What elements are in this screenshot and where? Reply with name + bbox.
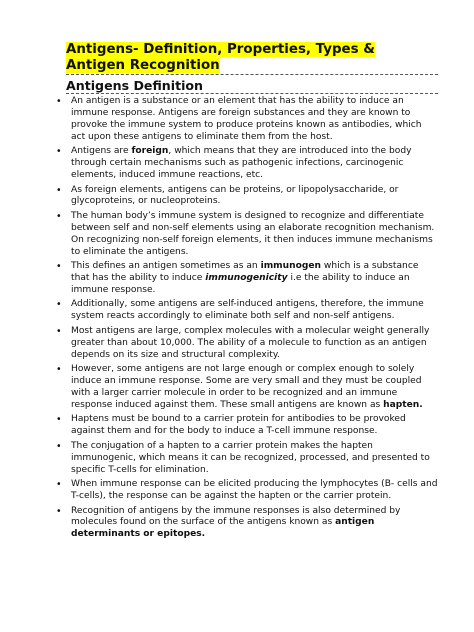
bullet-text: The human body’s immune system is designed to recognize and differentiate between self and non-self elements using an elaborate recognition mechanism. On recognizing non-self foreign elements, it then induces immune mechanisms to eliminate the antigens. [71, 210, 435, 257]
bullet-dot-icon: • [56, 261, 62, 273]
document-page [56, 42, 438, 544]
bullet-dot-icon: • [56, 414, 62, 426]
bullet-item [56, 364, 438, 412]
bullet-text: Haptens must be bound to a carrier protein for antibodies to be provoked against them and for the body to induce a T-cell immune response. [71, 414, 406, 437]
bullet-item [56, 299, 438, 323]
bullet-dot-icon: • [56, 146, 62, 158]
title-dashed-rule [66, 74, 438, 75]
bullet-text: Most antigens are large, complex molecules with a molecular weight generally greater than about 10,000. The ability of a molecule to function as an antigen depends on its size and structural complexity. [71, 325, 430, 360]
bullet-text: , which means that they are introduced into the body through certain mechanisms such as pathogenic infections, carcinogenic elements, induced immune reactions, etc. [71, 146, 412, 181]
bold-term: immunogen [260, 261, 322, 272]
bullet-dot-icon: • [56, 184, 62, 196]
bold-term: antigen determinants or epitopes. [71, 517, 375, 540]
bullet-dot-icon: • [56, 210, 62, 222]
bullet-item [56, 146, 438, 182]
bullet-dot-icon: • [56, 325, 62, 337]
bullet-dot-icon: • [56, 479, 62, 491]
bullet-list [56, 96, 438, 541]
bullet-dot-icon: • [56, 440, 62, 452]
bullet-dot-icon: • [56, 96, 62, 107]
bullet-item [56, 441, 438, 477]
bullet-text: Recognition of antigens by the immune responses is also determined by molecules found on the surface of the antigens known as [71, 505, 401, 528]
bullet-text: This defines an antigen sometimes as an [71, 261, 261, 272]
bullet-text: Additionally, some antigens are self-induced antigens, therefore, the immune system reacts accordingly to eliminate both self and non-self antigens. [71, 299, 424, 322]
bullet-text: which is a substance that has the ability to induce [71, 261, 419, 284]
bold-italic-term: immunogenicity [205, 273, 288, 284]
title-highlight: Antigens- Definition, Properties, Types & Antigen Recognition [66, 42, 375, 73]
bold-term: foreign [131, 146, 169, 157]
section-dashed-rule [66, 93, 438, 94]
bullet-text: When immune response can be elicited producing the lymphocytes (B- cells and T-cells), the response can be against the hapten or the carrier protein. [71, 479, 438, 502]
bullet-item [56, 185, 438, 209]
bullet-item [56, 96, 438, 144]
bullet-dot-icon: • [56, 505, 62, 517]
bullet-item [56, 326, 438, 362]
bullet-item [56, 479, 438, 503]
document-title [66, 42, 438, 74]
bullet-item [56, 414, 438, 438]
section-heading: Antigens Definition [66, 78, 204, 93]
bullet-dot-icon: • [56, 299, 62, 311]
bullet-dot-icon: • [56, 364, 62, 376]
bullet-text: An antigen is a substance or an element that has the ability to induce an immune response. Antigens are foreign substances and they are known to provoke the immune system to produce proteins known as antibodies, which act upon these antigens to eliminate them from the host. [71, 96, 422, 142]
bullet-text: The conjugation of a hapten to a carrier protein makes the hapten immunogenic, which means it can be recognized, processed, and presented to specific T-cells for elimination. [71, 440, 430, 475]
bullet-item [56, 261, 438, 297]
bold-term: hapten. [383, 399, 423, 410]
bullet-item [56, 506, 438, 542]
bullet-text: However, some antigens are not large enough or complex enough to solely induce an immune response. Some are very small and they must be coupled with a larger carrier molecule in order to be recognized and an immune response induced against them. These small antigens are known as [71, 364, 422, 410]
bullet-text: Antigens are [71, 146, 132, 157]
bullet-text: i.e the ability to induce an immune response. [71, 273, 410, 295]
bullet-text: As foreign elements, antigens can be proteins, or lipopolysaccharide, or glycoproteins, or nucleoproteins. [71, 184, 399, 207]
bullet-item [56, 211, 438, 259]
